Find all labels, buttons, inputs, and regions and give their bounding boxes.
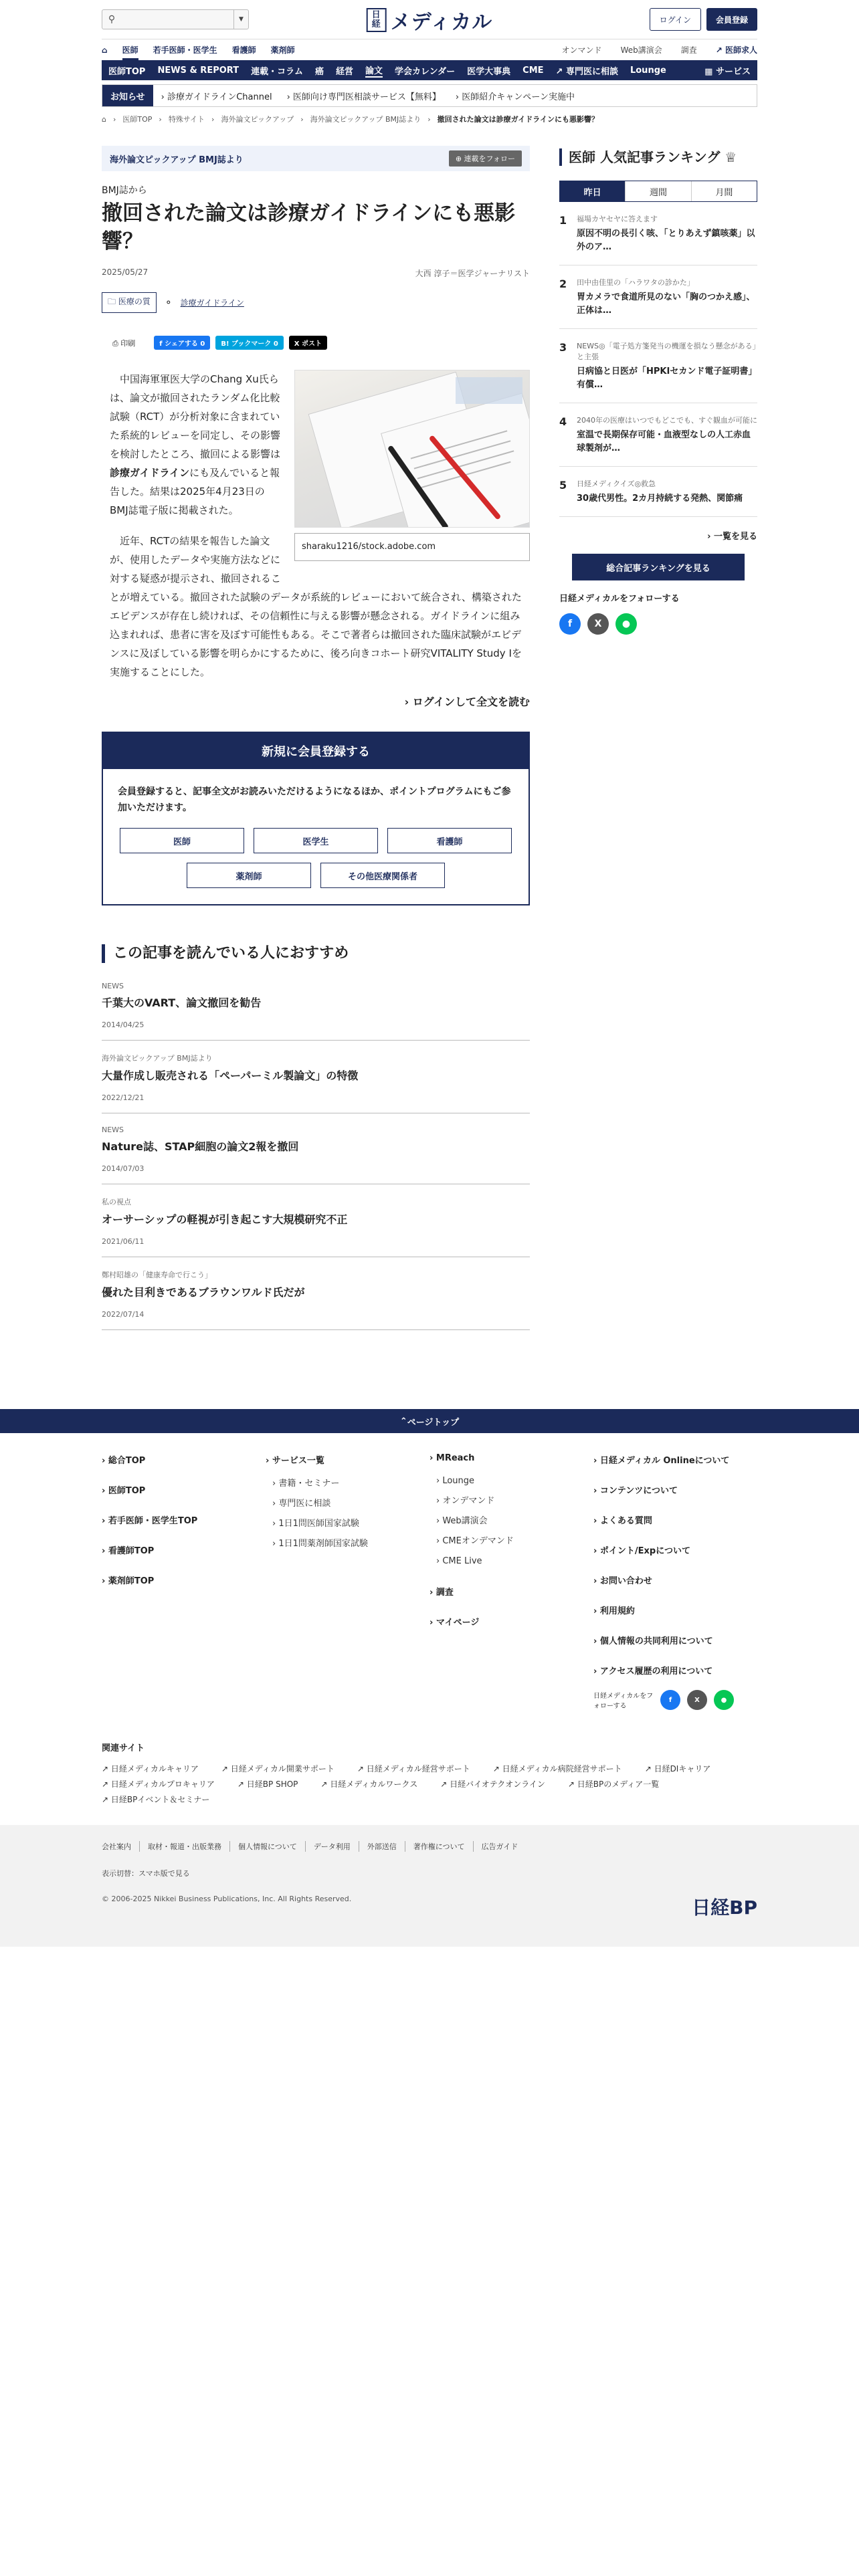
footer-sublink-label: CME Live [442,1556,482,1566]
related-link[interactable]: ↗ 日経バイオテクオンライン [440,1780,545,1789]
breadcrumb-item[interactable]: 特殊サイト [168,115,205,124]
tab-yesterday[interactable]: 昨日 [560,181,625,201]
bottom-link[interactable]: 著作権について [405,1841,473,1852]
rank-number: 5 [559,479,567,492]
footer-link[interactable]: › 総合TOP [102,1456,146,1466]
tag-icon: ⚬ [164,297,173,308]
related-link-label: 日経メディカル経営サポート [366,1764,470,1774]
follow-series-label: 連載をフォロー [464,154,515,163]
notice-item-label: 診療ガイドラインChannel [167,92,272,102]
page-top-button[interactable] [0,1409,859,1433]
rank-title[interactable]: 30歳代男性。2カ月持続する発熱、関節痛 [577,494,743,504]
item-date: 2021/06/11 [102,1237,145,1246]
nav-web-lecture[interactable]: Web講演会 [620,45,662,55]
footer-follow-label: 日経メディカルをフォローする [593,1693,654,1710]
nav2-calendar[interactable]: 学会カレンダー [395,66,456,77]
related-link-label: 日経バイオテクオンライン [450,1780,545,1789]
footer-link[interactable]: › ポイント/Expについて [593,1546,690,1556]
rank-number: 1 [559,214,567,227]
footer-link[interactable]: › 看護師TOP [102,1546,155,1556]
nav2-cme[interactable]: CME [522,65,544,76]
ranking-title-text: 医師 人気記事ランキング [569,149,721,165]
register-button[interactable]: 会員登録 [706,8,757,31]
tab-weekly[interactable]: 週間 [625,181,690,201]
related-link-label: 日経BP SHOP [246,1780,298,1789]
nav-jobs-label: 医師求人 [725,45,757,55]
footer-link[interactable]: › 若手医師・医学生TOP [102,1516,198,1526]
facebook-icon[interactable]: f [660,1690,680,1710]
sidebar [559,146,757,1330]
nav2-consult-label: 専門医に相談 [565,66,618,77]
rank-title[interactable]: 日病協と日医が「HPKIセカンド電子証明書」有償… [577,366,757,390]
nav2-column[interactable]: 連載・コラム [251,66,303,77]
related-link[interactable]: ↗ 日経メディカル開業サポート [221,1764,335,1774]
nav2-top[interactable]: 医師TOP [108,66,146,77]
series-bar [102,146,530,171]
register-pharmacist-button[interactable]: 薬剤師 [187,863,311,888]
footer-link-label: 個人情報の共同利用について [599,1636,713,1646]
article-date: 2025/05/27 [102,267,149,277]
nav2-news[interactable]: NEWS & REPORT [157,65,240,76]
login-button[interactable]: ログイン [650,8,701,31]
footer-link[interactable]: › 個人情報の共同利用について [593,1636,713,1646]
breadcrumb-item[interactable]: 海外論文ピックアップ BMJ誌より [310,115,421,124]
article-source: BMJ誌から [102,185,147,196]
notice-item-label: 医師紹介キャンペーン実施中 [462,92,575,102]
rank-category: NEWS◎「電子処方箋発当の機運を損なう懸念がある」と主張 [577,342,757,361]
topic-tag-label: 医療の質 [118,297,151,306]
folder-icon: 🗀 [108,297,118,306]
smartphone-switch-link[interactable]: 表示切替：スマホ版で見る [102,1869,190,1878]
related-link[interactable]: ↗ 日経メディカルプロキャリア [102,1780,215,1789]
line-icon[interactable]: ● [714,1690,734,1710]
site-header [102,0,757,39]
related-link-label: 日経メディカル開業サポート [230,1764,335,1774]
list-item[interactable] [102,1257,530,1330]
rank-category: 福場カヤセヤに答えます [577,215,658,223]
copyright: © 2006-2025 Nikkei Business Publications, Inc. All Rights Reserved. [102,1895,352,1903]
nav2-lounge[interactable]: Lounge [630,65,666,76]
register-box-title: 新規に会員登録する [103,733,529,769]
nav2-cancer[interactable]: 癌 [314,66,324,77]
home-icon[interactable]: ⌂ [102,114,106,124]
related-link-label: 日経メディカルキャリア [110,1764,199,1774]
footer-link[interactable]: › 日経メディカル Onlineについて [593,1456,730,1466]
footer-sublink-label: Lounge [442,1476,475,1486]
item-date: 2022/12/21 [102,1093,145,1102]
follow-series-button[interactable] [449,150,522,167]
ranking-item[interactable] [559,202,757,265]
footer-sublink[interactable]: › 書籍・セミナー [272,1479,340,1489]
printer-icon: ⎙ [112,338,121,348]
crown-icon: ♕ [725,149,737,165]
notice-item[interactable]: › 医師紹介キャンペーン実施中 [455,92,575,102]
footer-sublink[interactable]: › CMEオンデマンド [436,1536,514,1546]
ranking-tabs [559,181,757,202]
nav-nurse[interactable]: 看護師 [231,45,256,55]
footer-link-label: 利用規約 [599,1606,635,1616]
footer-sublink[interactable]: › Web講演会 [436,1516,488,1526]
related-link-label: 日経メディカルプロキャリア [110,1780,215,1789]
bottom-link[interactable]: 取材・報道・出版業務 [139,1841,229,1852]
x-icon[interactable]: X [687,1690,707,1710]
list-item[interactable] [102,1184,530,1257]
rank-category: 日経メディクイズ◎救急 [577,479,656,488]
item-title[interactable]: 千葉大のVART、論文撤回を勧告 [102,996,262,1009]
breadcrumb-item[interactable]: 医師TOP [122,115,153,124]
related-link[interactable]: ↗ 日経メディカル経営サポート [357,1764,470,1774]
external-link-icon: ↗ [715,45,725,55]
rank-number: 3 [559,341,567,354]
register-box [102,732,530,905]
logo-text: メディカル [390,11,493,34]
footer-link[interactable]: › お問い合わせ [593,1576,652,1586]
login-read-more-label: ログインして全文を読む [412,695,530,708]
photo-caption: sharaku1216/stock.adobe.com [294,533,530,561]
register-box-text: 会員登録すると、記事全文がお読みいただけるようになるほか、ポイントプログラムにもご参加いただけます。 [118,786,511,813]
article-main [102,146,530,1330]
ranking-title [559,148,757,166]
footer-link-label: 総合TOP [108,1456,146,1466]
search-icon[interactable]: ⚲ [108,14,116,25]
hatena-bookmark-button[interactable]: B! ブックマーク 0 [215,336,283,350]
footer-link-label: 看護師TOP [108,1546,155,1556]
nav2-service-label: サービス [715,66,751,77]
register-doctor-button[interactable]: 医師 [120,828,244,853]
related-link[interactable]: ↗ 日経DIキャリア [644,1764,711,1774]
related-link[interactable]: ↗ 日経BP SHOP [237,1780,298,1789]
rank-title[interactable]: 原因不明の長引く咳、「とりあえず鎮咳薬」以外のア… [577,229,755,252]
chevron-down-icon[interactable]: ▼ [233,10,248,29]
register-other-button[interactable]: その他医療関係者 [320,863,445,888]
ranking-item[interactable] [559,467,757,517]
bottom-link[interactable]: 個人情報について [229,1841,305,1852]
notice-bar [102,84,757,107]
register-student-button[interactable]: 医学生 [254,828,378,853]
related-link-label: 日経BPイベント＆セミナー [110,1795,210,1804]
footer-link-label: お問い合わせ [599,1576,652,1586]
x-post-button[interactable]: X ポスト [289,336,327,350]
breadcrumb-item[interactable]: 海外論文ピックアップ [221,115,294,124]
related-link[interactable]: ↗ 日経BPイベント＆セミナー [102,1795,210,1804]
facebook-icon[interactable]: f [559,613,581,635]
footer-sublink[interactable]: › 1日1問薬剤師国家試験 [272,1539,368,1549]
ranking-more-label: 一覧を見る [713,532,757,542]
bottom-link[interactable]: データ利用 [305,1841,359,1852]
ranking-item[interactable] [559,329,757,403]
footer-link[interactable]: › サービス一覧 [266,1456,324,1466]
related-link[interactable]: ↗ 日経BPのメディア一覧 [567,1780,660,1789]
footer-link-label: コンテンツについて [599,1486,678,1496]
related-sites [102,1741,757,1805]
search-box[interactable] [102,9,249,29]
footer-link[interactable]: › 薬剤師TOP [102,1576,155,1586]
article-body [102,370,530,681]
bottom-link[interactable]: 会社案内 [102,1842,131,1851]
section-nav [102,60,757,80]
item-title[interactable]: Nature誌、STAP細胞の論文2報を撤回 [102,1140,299,1153]
page-top-label: ページトップ [407,1417,460,1428]
article-title: 撤回された論文は診療ガイドラインにも悪影響？ [102,201,516,253]
overall-ranking-button[interactable]: 総合記事ランキングを見る [572,554,745,580]
item-category: NEWS [102,982,124,990]
paragraph-text: 中国海軍軍医大学のChang Xu氏らは、論文が撤回されたランダム化比較試験（RCT）が分析対象に含まれていた系統的レビューを同定し、その影響を検討したところ、撤回による影響は [110,373,281,460]
nav2-dictionary[interactable]: 医学大事典 [467,66,511,77]
related-link[interactable]: ↗ 日経メディカルワークス [320,1780,418,1789]
notice-tag: お知らせ [102,85,153,106]
item-category: NEWS [102,1125,124,1134]
footer-link-label: ポイント/Expについて [599,1546,690,1556]
register-nurse-button[interactable]: 看護師 [387,828,512,853]
item-date: 2014/04/25 [102,1021,145,1029]
paragraph: 近年、RCTの結果を報告した論文が、使用したデータや実施方法などに対する疑惑が提示され、撤回されることが増えている。撤回された試験のデータが系統的レビューにおいて統合され、構築されたエビデンスが存在し続ければ、その信頼性に与える影響が懸念される。ガイドラインに組み込まれれば、患者に害を及ぼす可能性もある。そこで著者らは撤回された臨床試験がエビデンスに及ぼしている影響を明らかにするために、後ろ向きコホート研究VITALITY Study Iを実施することにした。 [110,535,522,678]
footer-link-label: 若手医師・医学生TOP [108,1516,198,1526]
x-icon[interactable]: X [587,613,609,635]
footer-sublink[interactable]: › 専門医に相談 [272,1499,331,1509]
nav-jobs[interactable] [716,44,757,56]
recommended-section [102,944,530,1330]
grid-icon: ▦ [704,66,716,77]
topic-tag[interactable] [102,292,157,313]
topic-tag[interactable]: 診療ガイドライン [180,298,244,308]
nikkei-bp-logo[interactable]: 日経BP [692,1897,757,1919]
plus-icon: ⊕ [455,154,464,163]
nav-doctor[interactable]: 医師 [122,44,138,60]
nav2-management[interactable]: 経営 [335,66,353,77]
list-item[interactable] [102,970,530,1041]
footer-bottom [0,1825,859,1947]
nav-pharmacist[interactable]: 薬剤師 [270,45,295,55]
footer-link-label: MReach [436,1453,475,1463]
bottom-link[interactable]: 広告ガイド [473,1841,527,1852]
related-link-label: 日経メディカル病院経営サポート [502,1764,622,1774]
footer-link-label: マイページ [436,1618,480,1628]
home-icon[interactable]: ⌂ [102,45,108,55]
footer-link-label: 薬剤師TOP [108,1576,155,1586]
share-bar [102,336,530,350]
facebook-share-button[interactable]: f シェアする 0 [154,336,210,350]
notice-item[interactable]: › 診療ガイドラインChannel [161,92,272,102]
footer-sublink-label: 専門医に相談 [278,1499,331,1509]
item-category: 私の視点 [102,1198,131,1206]
related-link[interactable]: ↗ 日経メディカルキャリア [102,1764,199,1774]
footer-link[interactable]: › アクセス履歴の利用について [593,1667,713,1677]
tab-monthly[interactable]: 月間 [691,181,757,201]
nav2-service[interactable] [704,64,751,77]
site-logo[interactable] [367,5,493,35]
audience-nav [102,39,757,60]
login-read-more-link[interactable]: › ログインして全文を読む [404,695,530,708]
related-link-label: 日経メディカルワークス [330,1780,418,1789]
search-input[interactable] [121,10,233,29]
footer-link-label: 調査 [436,1588,454,1598]
footer-sublink[interactable]: › Lounge [436,1476,475,1486]
footer-link[interactable]: › 利用規約 [593,1606,635,1616]
footer-link[interactable]: › 医師TOP [102,1486,146,1496]
item-title[interactable]: 大量作成し販売される「ペーパーミル製論文」の特徴 [102,1069,359,1082]
rank-category: 田中由佳里の「ハラワタの診かた」 [577,278,694,287]
footer-link[interactable]: › MReach [430,1453,475,1463]
rank-title[interactable]: 室温で長期保存可能・血液型なしの人工赤血球製剤が… [577,430,751,453]
paragraph-text: にも及んでいると報告した。結果は2025年4月23日のBMJ誌電子版に掲載された。 [110,467,280,516]
footer-links [102,1433,757,1710]
footer-sublink-label: CMEオンデマンド [442,1536,514,1546]
list-item[interactable] [102,1113,530,1184]
footer-sublink[interactable]: › オンデマンド [436,1496,495,1506]
article-figure [294,370,530,561]
print-button[interactable] [112,338,135,348]
chevron-up-icon: ⌃ [399,1416,407,1426]
series-title[interactable]: 海外論文ピックアップ BMJ誌より [110,154,244,165]
footer-sublink[interactable]: › 1日1問医師国家試験 [272,1519,359,1529]
footer-sublink-label: 書籍・セミナー [278,1479,340,1489]
related-title: 関連サイト [102,1743,145,1753]
item-title[interactable]: 優れた目利きであるブラウンワルド氏だが [102,1286,305,1299]
breadcrumb: ⌂ › 医師TOP › 特殊サイト › 海外論文ピックアップ › 海外論文ピックアップ BMJ誌より › 撤回された論文は診療ガイドラインにも悪影響？ [102,114,599,124]
footer-link-label: サービス一覧 [272,1456,324,1466]
breadcrumb-current: 撤回された論文は診療ガイドラインにも悪影響？ [437,115,599,124]
rank-title[interactable]: 胃カメラで食道所見のない「胸のつかえ感」、正体は… [577,292,755,316]
footer-sublink-label: 1日1問薬剤師国家試験 [278,1539,368,1549]
item-date: 2014/07/03 [102,1164,145,1173]
item-category: 鄭村昭雄の「健康寿命で行こう」 [102,1271,212,1279]
ranking-item[interactable] [559,265,757,329]
nav2-consult[interactable] [556,64,618,77]
follow-label: 日経メディカルをフォローする [559,594,680,604]
article-author: 大西 淳子＝医学ジャーナリスト [415,269,530,278]
print-label: 印刷 [120,338,136,348]
footer-sublink-label: Web講演会 [442,1516,488,1526]
rank-number: 4 [559,415,567,428]
ranking-item[interactable] [559,403,757,467]
footer-link-label: 日経メディカル Onlineについて [599,1456,730,1466]
item-category: 海外論文ピックアップ BMJ誌より [102,1054,213,1063]
nav-young-doctor[interactable]: 若手医師・医学生 [153,45,217,55]
footer-link[interactable]: › よくある質問 [593,1516,652,1526]
related-link-label: 日経BPのメディア一覧 [577,1780,660,1789]
list-item[interactable] [102,1041,530,1113]
logo-prefix: 日経 [367,8,387,32]
nav2-papers[interactable]: 論文 [365,64,383,78]
rank-category: 2040年の医療はいつでもどこでも、すぐ観血が可能に [577,416,757,425]
item-date: 2022/07/14 [102,1310,145,1319]
nav-ondemand[interactable]: オンマンド [561,45,602,55]
external-link-icon: ↗ [555,66,566,77]
footer-link[interactable]: › マイページ [430,1618,480,1628]
line-icon[interactable]: ● [615,613,637,635]
rank-number: 2 [559,278,567,290]
footer-link-label: よくある質問 [599,1516,652,1526]
footer-sublink-label: 1日1問医師国家試験 [278,1519,359,1529]
keyword-link[interactable]: 診療ガイドライン [110,467,190,479]
notice-item-label: 医師向け専門医相談サービス【無料】 [292,92,441,102]
footer-sublink-label: オンデマンド [442,1496,495,1506]
footer-link[interactable]: › コンテンツについて [593,1486,678,1496]
article-photo [294,370,530,528]
item-title[interactable]: オーサーシップの軽視が引き起こす大規模研究不正 [102,1213,348,1226]
notice-item[interactable]: › 医師向け専門医相談サービス【無料】 [286,92,441,102]
ranking-more-link[interactable]: › 一覧を見る [707,532,757,542]
footer-link[interactable]: › 調査 [430,1588,454,1598]
footer-sublink[interactable]: › CME Live [436,1556,482,1566]
footer-link-label: 医師TOP [108,1486,146,1496]
recommended-title: この記事を読んでいる人におすすめ [102,944,530,963]
footer-link-label: アクセス履歴の利用について [599,1667,713,1677]
related-link-label: 日経DIキャリア [654,1764,711,1774]
nav-survey[interactable]: 調査 [680,45,697,55]
bottom-link[interactable]: 外部送信 [359,1841,405,1852]
related-link[interactable]: ↗ 日経メディカル病院経営サポート [492,1764,622,1774]
